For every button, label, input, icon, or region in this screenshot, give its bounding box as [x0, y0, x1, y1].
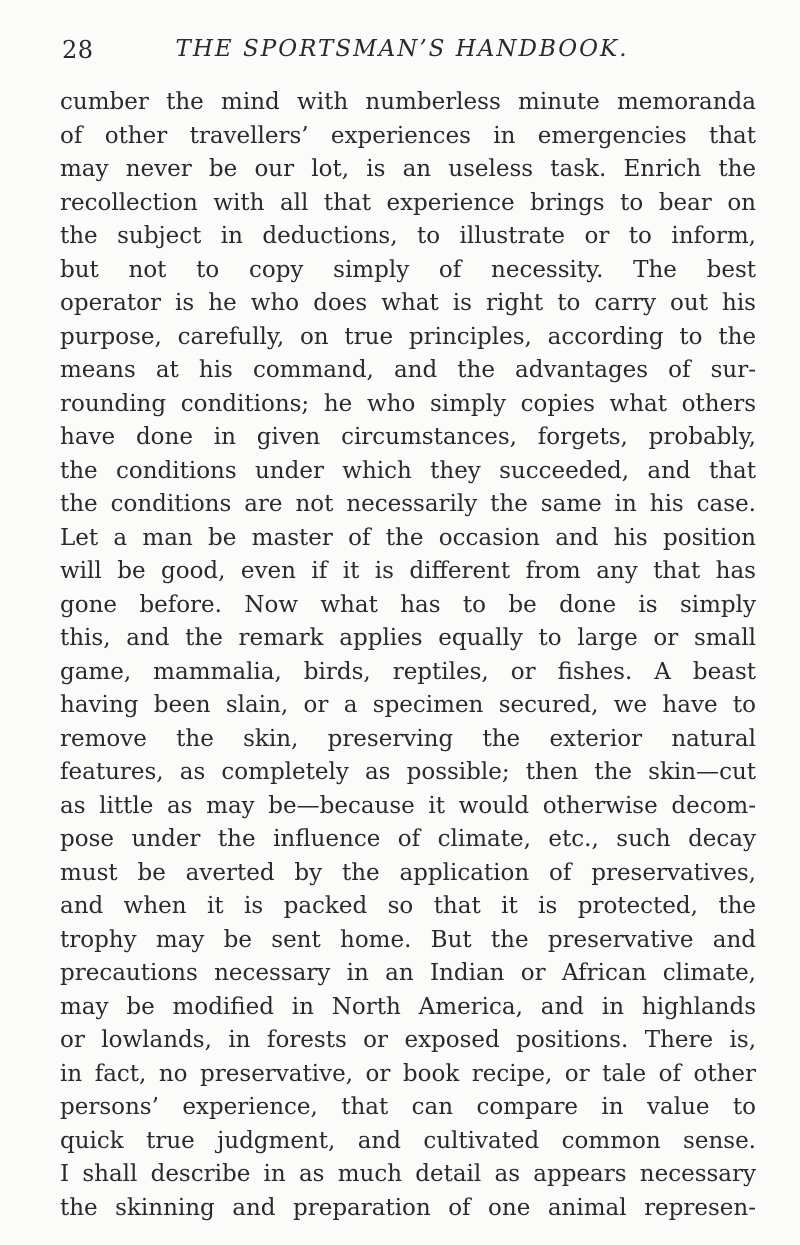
text-line: cumber the mind with numberless minute memoranda — [60, 89, 756, 115]
text-line: operator is he who does what is right to carry out his — [60, 290, 756, 316]
body-text — [60, 86, 756, 1225]
page-number: 28 — [62, 36, 94, 64]
text-line: must be averted by the application of preservatives, — [60, 859, 756, 886]
text-line: as little as may be—because it would otherwise decom- — [60, 792, 756, 819]
running-title: THE SPORTSMAN’S HANDBOOK. — [175, 36, 629, 62]
text-line: having been slain, or a specimen secured, we have to — [60, 692, 756, 718]
text-line: I shall describe in as much detail as appears necessary — [60, 1161, 756, 1187]
text-line: have done in given circumstances, forgets, probably, — [60, 424, 756, 450]
text-line: the conditions under which they succeeded, and that — [60, 457, 756, 484]
text-line: the subject in deductions, to illustrate or to inform, — [60, 223, 756, 249]
text-line: persons’ experience, that can compare in value to — [60, 1094, 756, 1120]
text-line: may be modified in North America, and in highlands — [60, 993, 756, 1020]
text-line: trophy may be sent home. But the preservative and — [60, 926, 756, 953]
text-line: means at his command, and the advantages of sur- — [60, 357, 756, 383]
text-line: gone before. Now what has to be done is simply — [60, 591, 756, 618]
text-line: Let a man be master of the occasion and his position — [60, 524, 756, 551]
text-line: or lowlands, in forests or exposed positions. There is, — [60, 1027, 756, 1053]
text-line: game, mammalia, birds, reptiles, or fishes. A beast — [60, 658, 756, 685]
text-line: recollection with all that experience brings to bear on — [60, 189, 756, 216]
text-line: pose under the influence of climate, etc., such decay — [60, 826, 756, 852]
text-line: this, and the remark applies equally to large or small — [60, 625, 756, 651]
text-line: but not to copy simply of necessity. The best — [60, 256, 756, 283]
text-line: remove the skin, preserving the exterior natural — [60, 725, 756, 752]
text-line: may never be our lot, is an useless task. Enrich the — [60, 156, 756, 182]
text-line: features, as completely as possible; then the skin—cut — [60, 759, 756, 785]
text-line: of other travellers’ experiences in emergencies that — [60, 122, 756, 149]
text-line: precautions necessary in an Indian or African climate, — [60, 960, 756, 986]
text-line: and when it is packed so that it is protected, the — [60, 893, 756, 919]
text-line: rounding conditions; he who simply copies what others — [60, 390, 756, 417]
text-line: quick true judgment, and cultivated common sense. — [60, 1127, 756, 1154]
text-line: purpose, carefully, on true principles, according to the — [60, 323, 756, 350]
text-line: the skinning and preparation of one animal represen- — [60, 1194, 756, 1221]
text-line: the conditions are not necessarily the same in his case. — [60, 491, 756, 517]
running-head — [62, 36, 742, 68]
text-line: in fact, no preservative, or book recipe, or tale of other — [60, 1060, 756, 1087]
text-line: will be good, even if it is different from any that has — [60, 558, 756, 584]
